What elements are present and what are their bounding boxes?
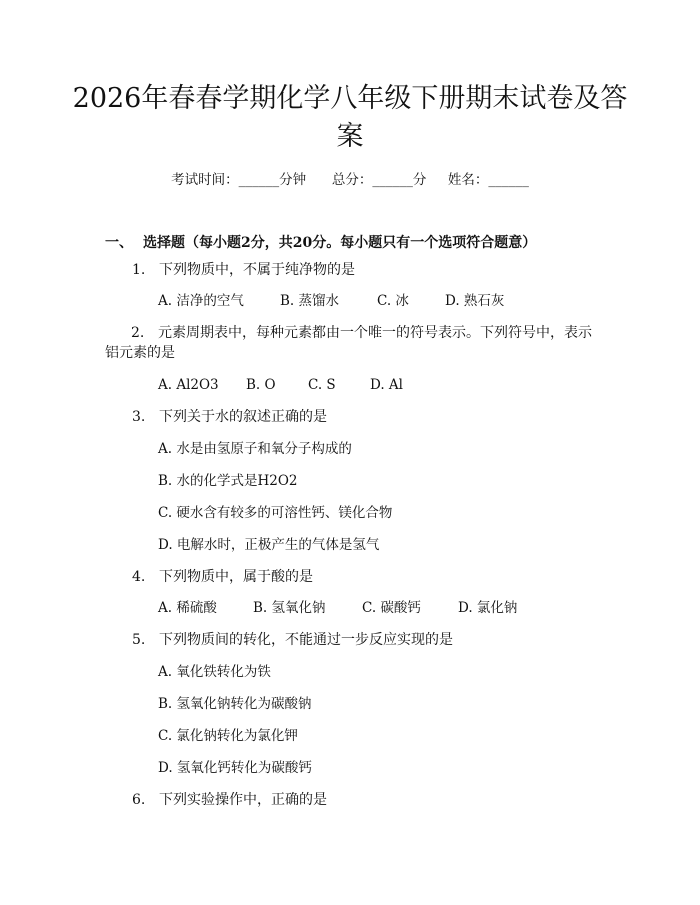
question-number: 5. <box>132 632 146 648</box>
option-d: D. 氯化钠 <box>458 600 518 616</box>
option-d: D. Al <box>370 377 403 393</box>
question-text: 下列关于水的叙述正确的是 <box>159 409 327 425</box>
question-number: 2. <box>131 325 145 341</box>
question-2 <box>105 323 605 363</box>
option-c: C. 碳酸钙 <box>362 600 421 616</box>
question-number: 4. <box>132 569 146 585</box>
question-5 <box>132 630 453 650</box>
option-a: A. 稀硫酸 <box>158 600 217 616</box>
option-c: C. 冰 <box>377 293 409 309</box>
option-d: D. 熟石灰 <box>445 293 505 309</box>
question-text: 下列实验操作中，正确的是 <box>159 792 327 808</box>
question-3 <box>132 407 327 427</box>
question-number: 6. <box>132 792 146 808</box>
question-5-option-c: C. 氯化钠转化为氯化钾 <box>158 728 298 744</box>
option-b: B. 蒸馏水 <box>280 293 340 309</box>
section-title: 选择题（每小题2分，共20分。每小题只有一个选项符合题意） <box>143 235 537 251</box>
question-text: 下列物质中，不属于纯净物的是 <box>159 262 355 278</box>
option-a: A. Al2O3 <box>158 377 219 393</box>
question-5-option-d: D. 氢氧化钙转化为碳酸钙 <box>158 760 312 776</box>
option-b: B. O <box>246 377 276 393</box>
question-text: 下列物质中，属于酸的是 <box>159 569 313 585</box>
question-2-options <box>158 375 403 395</box>
question-4 <box>132 567 313 587</box>
question-text: 元素周期表中，每种元素都由一个唯一的符号表示。下列符号中，表示铝元素的是 <box>105 325 592 361</box>
question-text: 下列物质间的转化，不能通过一步反应实现的是 <box>159 632 453 648</box>
question-5-option-a: A. 氧化铁转化为铁 <box>158 664 271 680</box>
question-3-option-b: B. 水的化学式是H2O2 <box>158 473 298 489</box>
question-3-option-d: D. 电解水时，正极产生的气体是氢气 <box>158 537 380 553</box>
question-number: 1. <box>132 262 146 278</box>
question-1-options <box>158 291 504 311</box>
exam-meta <box>0 168 700 188</box>
option-a: A. 洁净的空气 <box>158 293 244 309</box>
question-5-option-b: B. 氢氧化钠转化为碳酸钠 <box>158 696 312 712</box>
section-heading <box>105 232 536 252</box>
option-b: B. 氢氧化钠 <box>253 600 326 616</box>
page-title: 2026年春春学期化学八年级下册期末试卷及答案 <box>72 83 628 152</box>
exam-time-field: 考试时间：______分钟 <box>171 172 307 188</box>
option-c: C. S <box>308 377 336 393</box>
question-1 <box>132 260 355 280</box>
question-number: 3. <box>132 409 146 425</box>
question-3-option-c: C. 硬水含有较多的可溶性钙、镁化合物 <box>158 505 393 521</box>
section-number: 一、 <box>105 235 133 251</box>
question-3-option-a: A. 水是由氢原子和氧分子构成的 <box>158 441 352 457</box>
question-6 <box>132 790 327 810</box>
student-name-field: 姓名：______ <box>447 172 529 188</box>
question-4-options <box>158 598 517 618</box>
total-score-field: 总分：______分 <box>331 172 427 188</box>
